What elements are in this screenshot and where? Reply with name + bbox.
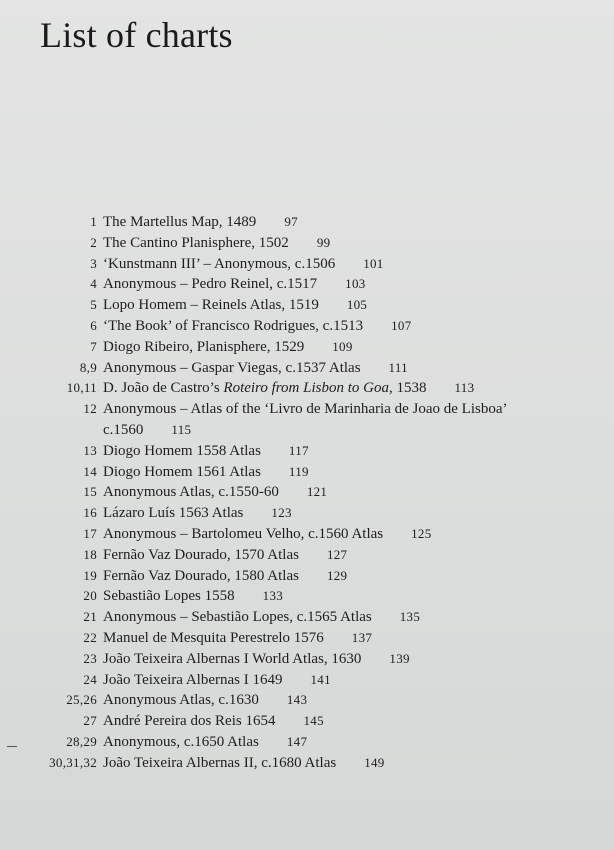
list-item xyxy=(0,295,614,316)
chart-title xyxy=(103,316,412,337)
chart-number: 30,31,32 xyxy=(49,754,97,770)
chart-title xyxy=(103,254,384,275)
page-number: 117 xyxy=(288,442,309,458)
chart-number: 18 xyxy=(83,546,97,562)
chart-title-text: André Pereira dos Reis 1654 xyxy=(103,713,276,730)
chart-number: 28,29 xyxy=(66,733,97,749)
page-number: 141 xyxy=(310,671,331,687)
list-item xyxy=(0,462,614,483)
chart-title-text: Anonymous Atlas, c.1630 xyxy=(103,692,259,709)
chart-title xyxy=(103,399,508,441)
chart-title-text: D. João de Castro’s xyxy=(103,380,224,397)
page-number: 129 xyxy=(326,567,348,583)
chart-title-text: João Teixeira Albernas I World Atlas, 1630 xyxy=(103,650,362,667)
chart-number: 24 xyxy=(83,671,97,687)
list-item xyxy=(0,337,614,358)
page-number: 145 xyxy=(303,713,324,729)
page-number: 137 xyxy=(351,629,373,645)
list-item xyxy=(0,358,614,379)
chart-title-text: João Teixeira Albernas II, c.1680 Atlas xyxy=(103,754,337,771)
list-item xyxy=(0,503,614,524)
chart-number: 14 xyxy=(83,463,97,479)
chart-title-text: Anonymous – Gaspar Viegas, c.1537 Atlas xyxy=(103,359,361,376)
list-item xyxy=(0,274,614,295)
list-item xyxy=(0,254,614,275)
chart-title-text: Diogo Ribeiro, Planisphere, 1529 xyxy=(103,338,305,355)
chart-title-text: The Martellus Map, 1489 xyxy=(103,214,257,230)
chart-title xyxy=(103,274,366,295)
chart-title xyxy=(103,711,324,732)
chart-number: 2 xyxy=(90,234,97,250)
chart-number: 4 xyxy=(90,276,97,292)
chart-title-text: Diogo Homem 1561 Atlas xyxy=(103,463,261,480)
chart-title-text: Diogo Homem 1558 Atlas xyxy=(103,442,261,459)
page-number: 103 xyxy=(345,276,366,292)
list-item xyxy=(0,607,614,628)
list-item xyxy=(0,586,614,607)
chart-number: 10,11 xyxy=(66,380,97,396)
chart-title xyxy=(103,545,347,566)
chart-title xyxy=(103,482,327,503)
page-number: 119 xyxy=(288,463,309,479)
chart-title xyxy=(103,586,283,607)
page-number: 111 xyxy=(388,359,408,375)
page-number: 113 xyxy=(454,380,475,396)
chart-number: 8,9 xyxy=(79,359,97,375)
chart-title xyxy=(103,462,309,483)
list-item xyxy=(0,670,614,691)
chart-number: 19 xyxy=(83,567,97,583)
page-number: 115 xyxy=(171,421,192,437)
chart-title-text: ‘The Book’ of Francisco Rodrigues, c.1513 xyxy=(103,317,364,334)
chart-title xyxy=(103,233,330,254)
chart-number: 22 xyxy=(83,629,97,645)
chart-number: 15 xyxy=(83,484,97,500)
page-number: 149 xyxy=(364,754,385,770)
chart-title-text: Lopo Homem – Reinels Atlas, 1519 xyxy=(103,297,319,314)
chart-title xyxy=(103,212,298,233)
list-item xyxy=(0,649,614,670)
chart-title-text: Anonymous Atlas, c.1550-60 xyxy=(103,484,279,501)
chart-title-text: Sebastião Lopes 1558 xyxy=(103,588,235,605)
page-number: 125 xyxy=(411,525,432,541)
chart-title xyxy=(103,524,432,545)
chart-number: 23 xyxy=(83,650,97,666)
margin-mark xyxy=(7,746,17,747)
list-item xyxy=(0,524,614,545)
list-item xyxy=(0,711,614,732)
chart-title-text: Anonymous – Atlas of the ‘Livro de Marinharia de Joao de Lisboa’ xyxy=(103,401,508,418)
page-number: 97 xyxy=(284,214,298,229)
chart-list xyxy=(0,212,614,774)
chart-title xyxy=(103,358,408,379)
list-item xyxy=(0,316,614,337)
chart-number: 25,26 xyxy=(66,692,97,708)
chart-title-text: , 1538 xyxy=(388,380,427,397)
chart-title-text: Anonymous, c.1650 Atlas xyxy=(103,733,259,750)
list-item xyxy=(0,566,614,587)
chart-title-text: Lázaro Luís 1563 Atlas xyxy=(103,505,244,522)
list-item xyxy=(0,233,614,254)
page-number: 139 xyxy=(389,650,410,666)
list-item xyxy=(0,482,614,503)
chart-title xyxy=(103,503,292,524)
chart-title xyxy=(103,378,474,399)
chart-number: 5 xyxy=(90,297,97,313)
chart-title-text: Anonymous – Sebastião Lopes, c.1565 Atlas xyxy=(103,609,372,626)
chart-title xyxy=(103,607,420,628)
chart-title xyxy=(103,295,367,316)
chart-title xyxy=(103,690,307,711)
chart-title xyxy=(103,566,347,587)
chart-number: 16 xyxy=(83,505,97,521)
chart-title-text: João Teixeira Albernas I 1649 xyxy=(103,671,283,688)
list-item xyxy=(0,732,614,753)
chart-title-text: Fernão Vaz Dourado, 1570 Atlas xyxy=(103,546,299,563)
page-number: 99 xyxy=(316,234,331,250)
list-item xyxy=(0,545,614,566)
chart-number: 12 xyxy=(83,401,97,417)
list-item xyxy=(0,628,614,649)
chart-title-text: ‘Kunstmann III’ – Anonymous, c.1506 xyxy=(103,255,336,272)
page-number: 123 xyxy=(271,505,292,521)
list-item xyxy=(0,753,614,774)
chart-number: 3 xyxy=(90,255,97,271)
chart-title xyxy=(103,670,331,691)
chart-title-text: Manuel de Mesquita Perestrelo 1576 xyxy=(103,629,324,646)
page-number: 143 xyxy=(286,692,308,708)
chart-number: 20 xyxy=(83,588,97,604)
chart-number: 17 xyxy=(83,525,97,541)
chart-title-text: The Cantino Planisphere, 1502 xyxy=(103,234,289,251)
chart-title-text: Anonymous – Bartolomeu Velho, c.1560 Atlas xyxy=(103,525,384,542)
chart-title xyxy=(103,441,309,462)
chart-number: 21 xyxy=(83,609,97,625)
chart-title xyxy=(103,628,372,649)
list-item xyxy=(0,441,614,462)
page-number: 105 xyxy=(346,297,368,313)
page-title: List of charts xyxy=(40,15,233,55)
page-number: 127 xyxy=(326,546,348,562)
chart-title-text: c.1560 xyxy=(103,421,144,438)
page-number: 109 xyxy=(332,338,353,354)
page-number: 121 xyxy=(306,484,328,500)
chart-title-italic: Roteiro from Lisbon to Goa xyxy=(223,380,389,397)
page-number: 107 xyxy=(391,317,412,333)
chart-number: 13 xyxy=(83,442,97,458)
chart-title xyxy=(103,753,385,774)
page-number: 101 xyxy=(363,255,384,271)
chart-number: 1 xyxy=(90,214,97,229)
chart-title xyxy=(103,732,307,753)
chart-title xyxy=(103,649,410,670)
list-item xyxy=(0,378,614,399)
list-item xyxy=(0,212,614,233)
chart-title-text: Anonymous – Pedro Reinel, c.1517 xyxy=(103,276,318,293)
page-number: 133 xyxy=(262,588,284,604)
chart-title xyxy=(103,337,353,358)
page-number: 135 xyxy=(399,609,421,625)
chart-number: 6 xyxy=(90,317,97,333)
chart-title-continuation xyxy=(103,420,508,441)
list-item xyxy=(0,399,614,441)
chart-number: 7 xyxy=(90,338,97,354)
chart-number: 27 xyxy=(83,713,97,729)
chart-title-text: Fernão Vaz Dourado, 1580 Atlas xyxy=(103,567,299,584)
list-item xyxy=(0,690,614,711)
page-number: 147 xyxy=(286,733,308,749)
